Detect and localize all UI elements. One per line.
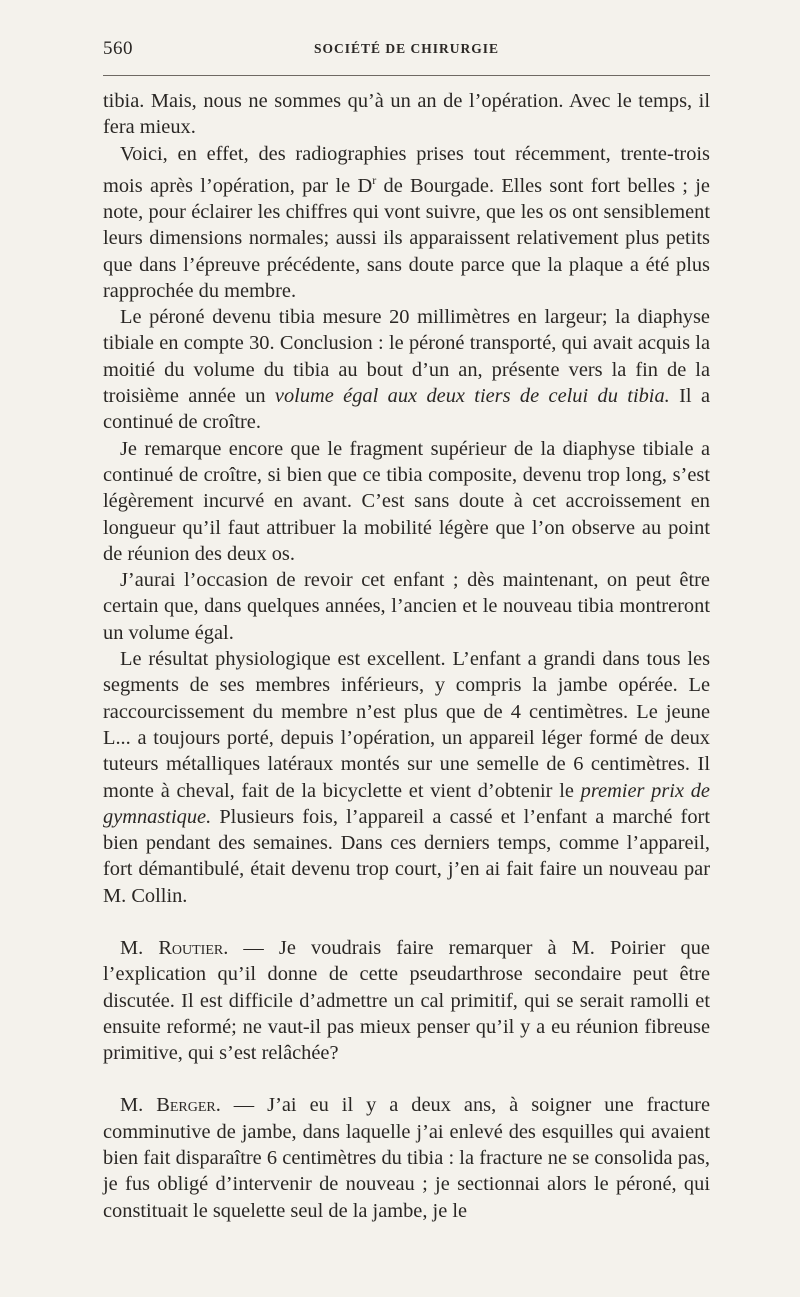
page-body	[103, 88, 710, 1224]
text-run: Plusieurs fois, l’appareil a cassé et l’enfant a marché fort bien pendant des semaines. Dans ces derniers temps, comme l’appareil, fort démantibulé, était devenu trop court, j’en ai fait faire un nouveau par M. Collin.	[103, 805, 710, 907]
superscript: r	[372, 172, 377, 187]
italic-phrase: premier prix de gymnastique.	[103, 779, 710, 828]
paragraph-continued: tibia. Mais, nous ne sommes qu’à un an de l’opération. Avec le temps, il fera mieux.	[103, 90, 710, 139]
speaker-prefix: M.	[120, 937, 159, 959]
speaker-name: Berger.	[156, 1094, 221, 1117]
paragraph-revoir: J’aurai l’occasion de revoir cet enfant ; dès maintenant, on peut être certain que, dans quelques années, l’ancien et le nouveau tibia montreront un volume égal.	[103, 569, 710, 644]
paragraph-berger	[103, 1092, 710, 1223]
text-run: Le péroné devenu tibia mesure 20 millimètres en largeur; la diaphyse tibiale en compte 30. Conclusion : le péroné transporté, qui avait acquis la moitié du volume du tibia au bout d’un an, présente vers la fin de la troisième année un	[103, 306, 710, 408]
text-run: Le résultat physiologique est excellent. L’enfant a grandi dans tous les segments de ses membres inférieurs, y compris la jambe opérée. Le raccourcissement du membre n’est plus que de 4 centimètres. Le jeune L... a toujours porté, depuis l’opération, un appareil léger formé de deux tuteurs métalliques latéraux montés sur une semelle de 6 centimètres. Il monte à cheval, fait de la bicyclette et vient d’obtenir le	[103, 648, 710, 802]
paragraph-fragment: Je remarque encore que le fragment supérieur de la diaphyse tibiale a continué de croître, si bien que ce tibia composite, devenu trop long, s’est légèrement incurvé en avant. C’est sans doute à cet accroissement en longueur qu’il faut attribuer la mobilité légère que l’on observe au point de réunion des deux os.	[103, 437, 710, 565]
paragraph-radiographs	[103, 141, 710, 305]
page-number: 560	[103, 38, 133, 59]
text-run: — Je voudrais faire remarquer à M. Poirier que l’explication qu’il donne de cette pseudarthrose secondaire peut être discutée. Il est difficile d’admettre un cal primitif, qui se serait ramolli et ensuite reformé; ne vaut-il pas mieux penser qu’il y a eu réunion fibreuse primitive, qui s’est relâchée?	[103, 937, 710, 1065]
text-run: Voici, en effet, des radiographies prises tout récemment, trente-trois mois après l’opération, par le D	[103, 142, 710, 197]
italic-phrase: volume égal aux deux tiers de celui du tibia.	[274, 385, 670, 408]
page-header	[103, 38, 710, 60]
paragraph-routier	[103, 935, 710, 1066]
text-run: — J’ai eu il y a deux ans, à soigner une fracture comminutive de jambe, dans laquelle j’ai enlevé des esquilles qui avaient bien fait disparaître 6 centimètres du tibia : la fracture ne se consolida pas, je fus obligé d’intervenir de nouveau ; je sectionnai alors le péroné, qui constituait le squelette seul de la jambe, je le	[103, 1094, 711, 1222]
paragraph-perone	[103, 304, 710, 435]
running-head: SOCIÉTÉ DE CHIRURGIE	[313, 41, 500, 56]
header-rule	[103, 75, 710, 76]
book-page	[103, 0, 710, 1297]
text-run: Il a continué de croître.	[103, 385, 711, 434]
paragraph-resultat	[103, 646, 710, 909]
speaker-prefix: M.	[120, 1094, 157, 1117]
text-run: de Bourgade. Elles sont fort belles ; je note, pour éclairer les chiffres qui vont suivre, que les os ont sensiblement leurs dimensions normales; aussi ils apparaissent relativement plus petits que dans l’épreuve précédente, sans doute parce que la plaque a été plus rapprochée du membre.	[103, 174, 710, 302]
speaker-name: Routier.	[158, 937, 229, 959]
